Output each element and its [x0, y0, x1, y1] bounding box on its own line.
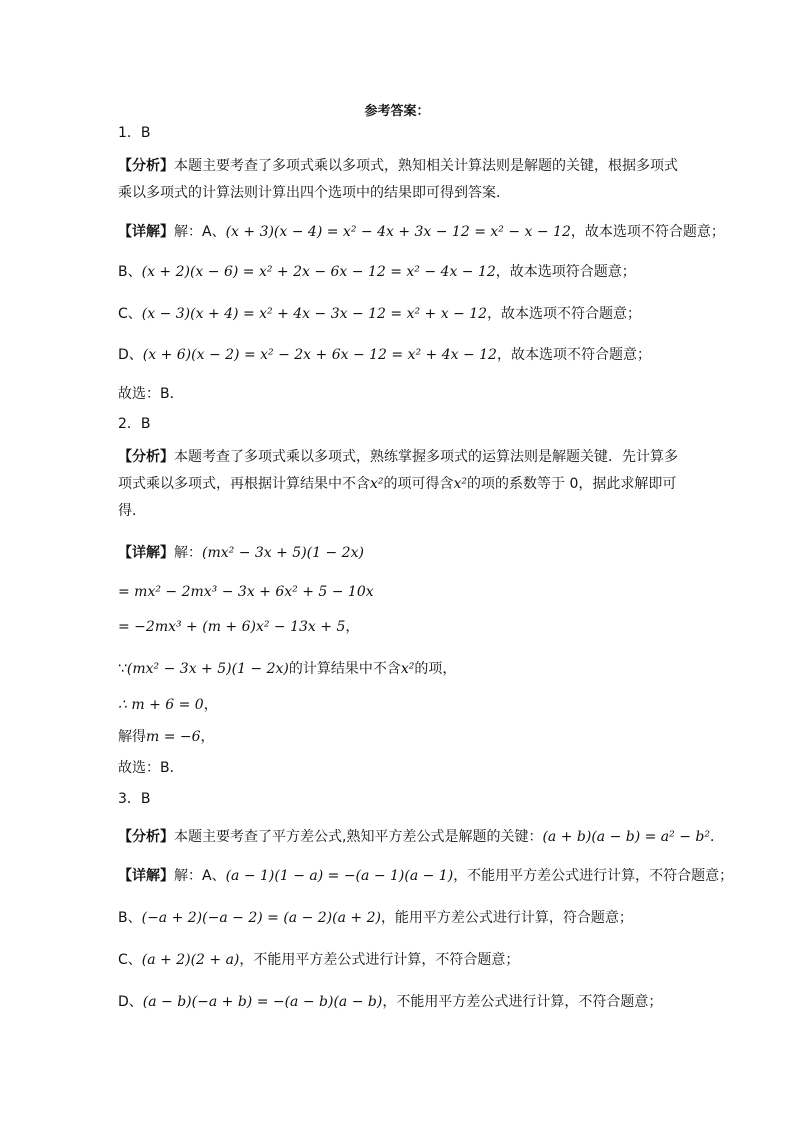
q3-option-c-text: ，不能用平方差公式进行计算，不符合题意；: [239, 952, 520, 968]
q3-detail-a: [118, 866, 734, 886]
q2-solve-text: 解得: [118, 729, 146, 745]
q1-answer: 1．B: [118, 125, 151, 141]
q2-analysis-text-3: 的项的系数等于 0，据此求解即可得．: [118, 476, 677, 519]
q1-detail-tag: 【详解】: [118, 224, 174, 240]
q3-detail-tag: 【详解】: [118, 868, 174, 884]
q3-detail-d: [118, 992, 684, 1012]
q3-option-d-math: (a − b)(−a + b) = −(a − b)(a − b): [142, 994, 383, 1010]
q1-detail-c: [118, 304, 684, 324]
q1-option-b-label: B、: [118, 264, 142, 280]
q1-option-d-text: ，故本选项不符合题意；: [496, 347, 651, 363]
page-title: 参考答案：: [364, 104, 430, 119]
q3-option-b-text: ，能用平方差公式进行计算，符合题意；: [380, 910, 633, 926]
q1-option-b-text: ，故本选项符合题意；: [495, 264, 636, 280]
q3-option-d-label: D、: [118, 994, 143, 1010]
q2-x2-a: x²: [370, 476, 384, 492]
q2-step3-tail: ，: [345, 619, 360, 635]
q2-therefore: [118, 695, 684, 715]
q2-step1: (mx² − 3x + 5)(1 − 2x): [202, 545, 364, 561]
q3-analysis: [118, 827, 724, 847]
because-symbol: ∵: [118, 661, 127, 677]
q2-analysis-text-1: 本题考查了多项式乘以多项式，熟练掌握多项式的运算法则是解题关键．先计算多项式乘以多项式，再根据计算结果中不含: [118, 449, 678, 492]
q2-choice: 故选：B．: [118, 760, 184, 776]
q3-option-c-math: (a + 2)(2 + a): [141, 952, 240, 968]
q2-therefore-math: ∴ m + 6 = 0: [118, 697, 204, 713]
q1-option-d-label: D、: [118, 347, 143, 363]
q3-analysis-tag: 【分析】: [118, 829, 174, 845]
q3-detail-b: [118, 908, 684, 928]
q1-option-b-math: (x + 2)(x − 6) = x² + 2x − 6x − 12 = x² − 4x − 12: [141, 264, 496, 280]
q2-because-tail: 的项，: [414, 661, 457, 677]
q2-solve: [118, 727, 684, 747]
q1-detail-b: [118, 262, 684, 282]
q2-step3: = −2mx³ + (m + 6)x² − 13x + 5: [118, 619, 346, 635]
q1-analysis-tag: 【分析】: [118, 158, 174, 174]
q3-option-c-label: C、: [118, 952, 142, 968]
q3-option-d-text: ，不能用平方差公式进行计算，不符合题意；: [382, 994, 663, 1010]
q1-option-d-math: (x + 6)(x − 2) = x² − 2x + 6x − 12 = x² + 4x − 12: [142, 347, 497, 363]
q3-option-a-text: ，不能用平方差公式进行计算，不符合题意；: [453, 868, 734, 884]
q2-x2-c: x²: [400, 661, 415, 677]
q2-analysis-tag: 【分析】: [118, 449, 174, 465]
q2-analysis-text-2: 的项可得含: [383, 476, 454, 492]
q3-option-b-math: (−a + 2)(−a − 2) = (a − 2)(a + 2): [141, 910, 381, 926]
q3-answer: 3．B: [118, 791, 151, 807]
q1-detail-a: [118, 222, 725, 242]
q2-answer: 2．B: [118, 416, 151, 432]
q1-option-c-math: (x − 3)(x + 4) = x² + 4x − 3x − 12 = x² + x − 12: [141, 306, 488, 322]
q1-choice: 故选：B．: [118, 386, 184, 402]
q3-analysis-tail: ．: [709, 829, 724, 845]
q2-because-text: 的计算结果中不含: [288, 661, 401, 677]
q3-analysis-text: 本题主要考查了平方差公式,熟知平方差公式是解题的关键：: [174, 829, 543, 845]
q1-option-c-text: ，故本选项不符合题意；: [487, 306, 642, 322]
q2-solve-math: m = −6: [146, 729, 201, 745]
q2-because-math: (mx² − 3x + 5)(1 − 2x): [126, 661, 289, 677]
q2-because: [118, 659, 684, 679]
q3-option-a-math: (a − 1)(1 − a) = −(a − 1)(a − 1): [225, 868, 454, 884]
q2-detail: [118, 543, 684, 563]
q2-step2: = mx² − 2mx³ − 3x + 6x² + 5 − 10x: [118, 584, 374, 600]
q1-detail-intro: 解：A、: [174, 224, 226, 240]
q2-step3-line: [118, 617, 684, 637]
q3-detail-intro: 解：A、: [174, 868, 226, 884]
q1-analysis-text: 本题主要考查了多项式乘以多项式，熟知相关计算法则是解题的关键，根据多项式乘以多项式的计算法则计算出四个选项中的结果即可得到答案．: [118, 158, 678, 201]
q2-x2-b: x²: [453, 476, 468, 492]
q2-analysis: [118, 444, 684, 525]
q1-option-a-text: ，故本选项不符合题意；: [570, 224, 725, 240]
q1-detail-d: [118, 345, 684, 365]
q2-solve-tail: ，: [200, 729, 215, 745]
q1-option-c-label: C、: [118, 306, 142, 322]
q2-detail-tag: 【详解】: [118, 545, 174, 561]
q2-therefore-tail: ，: [203, 697, 218, 713]
q3-detail-c: [118, 950, 684, 970]
q1-option-a-math: (x + 3)(x − 4) = x² − 4x + 3x − 12 = x² − x − 12: [225, 224, 571, 240]
q2-detail-intro: 解：: [174, 545, 202, 561]
q3-option-b-label: B、: [118, 910, 142, 926]
q3-analysis-math: (a + b)(a − b) = a² − b²: [542, 829, 710, 845]
q1-analysis: [118, 153, 684, 207]
